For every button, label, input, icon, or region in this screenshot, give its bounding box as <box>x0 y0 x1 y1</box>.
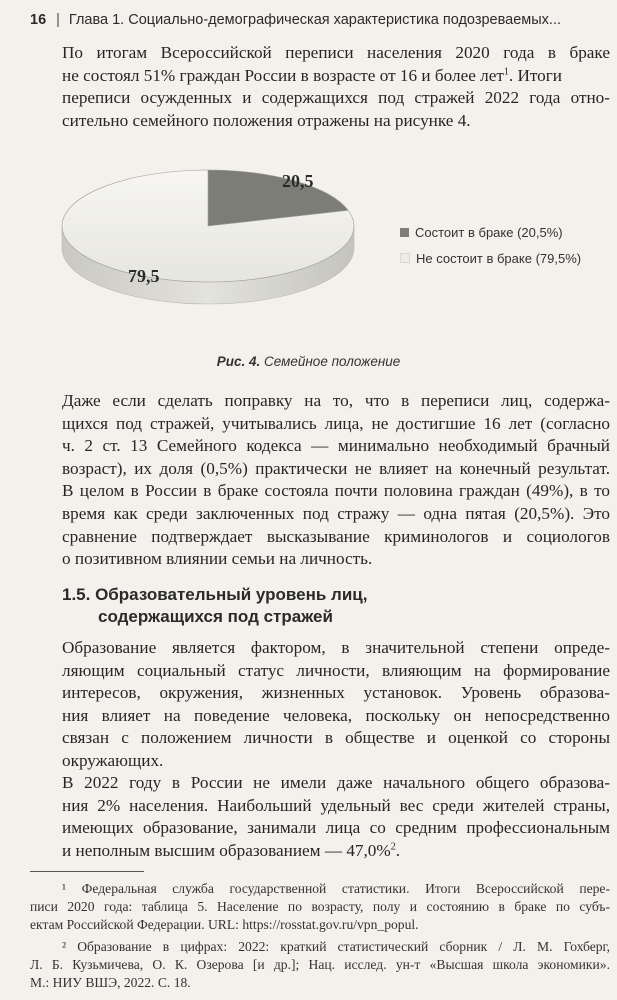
text-line: имеющих образование, занимали лица со средним профессиональным <box>62 818 610 838</box>
footnote-ref: 2 <box>390 841 396 853</box>
footnote-line: писи 2020 года: таблица 5. Население по возрасту, полу и состоянию в браке по субъ- <box>30 899 610 915</box>
text-line: ния влияет на поведение человека, поскольку он непосредственно <box>62 705 610 725</box>
text-line: В 2022 году в России не имели даже начального общего образова- <box>62 773 610 792</box>
footnote-2 <box>30 938 610 993</box>
caption-prefix: Рис. 4. <box>216 354 261 369</box>
footnote-line: М.: НИУ ВШЭ, 2022. С. 18. <box>30 975 191 991</box>
section-heading-line: содержащихся под стражей <box>98 607 333 626</box>
legend-label: Состоит в браке (20,5%) <box>415 224 563 240</box>
caption-text: Семейное положение <box>260 354 401 369</box>
figure-caption <box>0 354 617 369</box>
text-line: ляющим социальный статус личности, влияющим на формирование <box>62 660 610 680</box>
text-line: Образование является фактором, в значительной степени опреде- <box>62 638 610 657</box>
footnote-1 <box>30 880 610 935</box>
text-line: переписи осужденных и содержащихся под стражей 2022 года отно- <box>62 88 610 108</box>
text-line <box>62 840 610 863</box>
text-line: ч. 2 ст. 13 Семейного кодекса — минимально необходимый брачный <box>62 436 610 456</box>
pie-value-label: 20,5 <box>282 171 314 191</box>
chart-legend <box>400 219 581 271</box>
text-line: Даже если сделать поправку на то, что в переписи лиц, содержа- <box>62 391 610 410</box>
footnote-line: ¹ Федеральная служба государственной статистики. Итоги Всероссийской пере- <box>62 881 610 896</box>
text-line: щихся под стражей, учитывались лица, не достигшие 16 лет (согласно <box>62 413 610 433</box>
text-fragment: . <box>395 840 401 860</box>
text-line: По итогам Всероссийской переписи населения 2020 года в браке <box>62 43 610 62</box>
text-line: о позитивном влиянии семьи на личность. <box>62 549 373 569</box>
footnote-line: ² Образование в цифрах: 2022: краткий статистический сборник / Л. М. Гохберг, <box>62 939 610 954</box>
text-line: сительно семейного положения отражены на рисунке 4. <box>62 110 471 130</box>
section-heading <box>62 584 367 628</box>
header-separator: | <box>56 12 60 28</box>
footnote-ref: 1 <box>503 65 509 77</box>
text-line: ния 2% населения. Наибольший удельный вес среди жителей страны, <box>62 795 610 815</box>
paragraph <box>62 390 610 571</box>
running-title: Глава 1. Социально-демографическая характеристика подозреваемых... <box>68 12 562 28</box>
text-fragment: . Итоги <box>508 65 562 85</box>
marital-status-pie-chart <box>0 0 617 380</box>
text-fragment: не состоял 51% граждан России в возрасте от 16 и более лет <box>62 65 504 85</box>
section-heading-line: 1.5. Образовательный уровень лиц, <box>62 585 368 604</box>
legend-item <box>400 219 581 245</box>
text-fragment: и неполным высшим образованием — 47,0% <box>62 840 391 860</box>
text-line: время как среди заключенных под стражу — одна пятая (20,5%). Это <box>62 503 610 523</box>
text-line: В целом в России в браке состояла почти половина граждан (49%), в то <box>62 481 610 501</box>
text-line: интересов, окружения, жизненных установок. Уровень образова- <box>62 683 610 703</box>
paragraph <box>62 772 610 862</box>
footnote-line: ектам Российской Федерации. URL: https://rosstat.gov.ru/vpn_popul. <box>30 917 419 933</box>
text-line: окружающих. <box>62 750 164 770</box>
legend-item <box>400 245 581 271</box>
paragraph <box>62 637 610 773</box>
text-line: связан с положением личности в обществе и оценкой со стороны <box>62 728 610 748</box>
legend-swatch-not-married <box>400 253 410 263</box>
pie-value-label: 79,5 <box>128 266 160 286</box>
text-line: возраст), их доля (0,5%) практически не влияет на конечный результат. <box>62 458 610 478</box>
page-number: 16 <box>30 12 47 28</box>
text-line: сравнение подтверждает высказывание криминологов и социологов <box>62 526 610 546</box>
legend-label: Не состоит в браке (79,5%) <box>416 250 582 266</box>
footnote-line: Л. Б. Кузьмичева, О. К. Озерова [и др.]; Нац. исслед. ун-т «Высшая школа экономики». <box>30 957 610 973</box>
footnote-divider <box>30 871 144 872</box>
legend-swatch-married <box>400 228 409 237</box>
